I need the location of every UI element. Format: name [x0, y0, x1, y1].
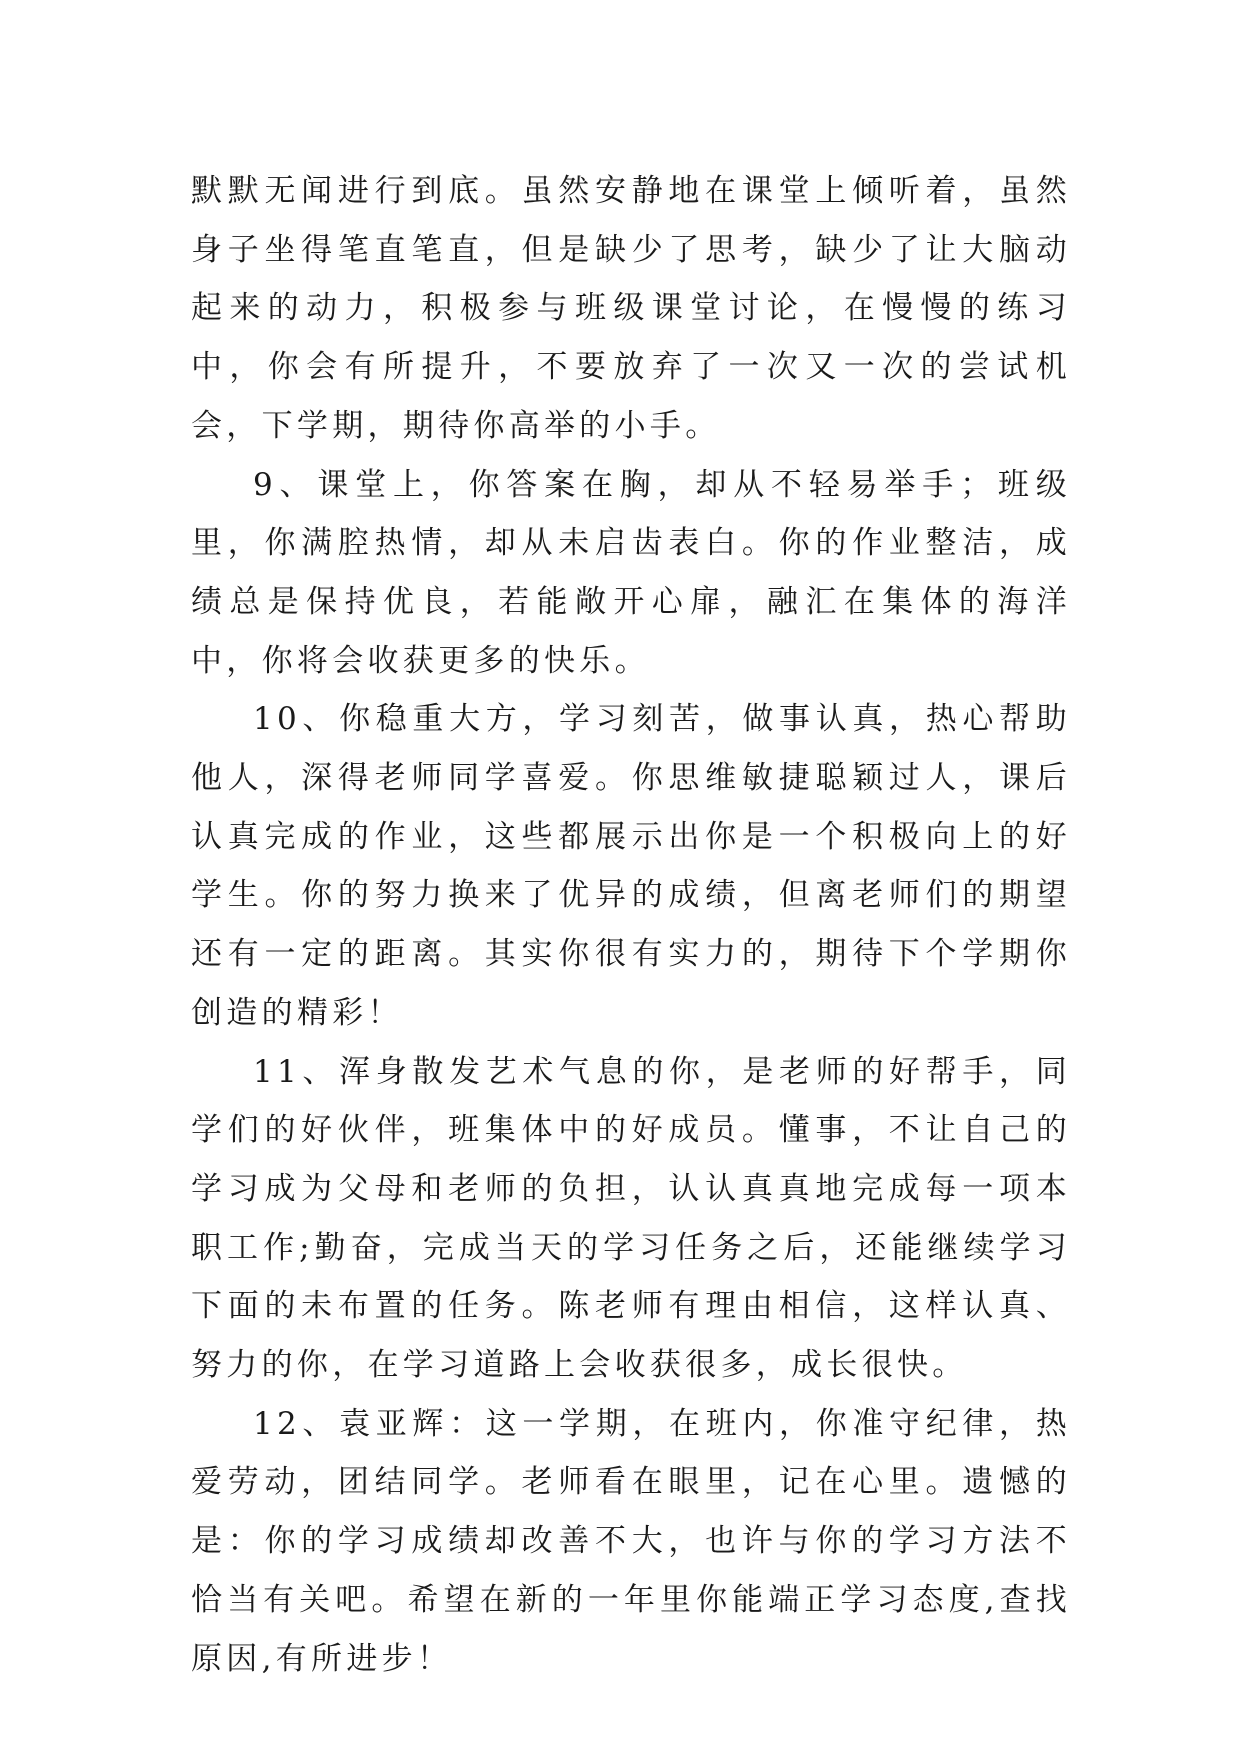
- paragraph-continuation: 默默无闻进行到底。虽然安静地在课堂上倾听着，虽然身子坐得笔直笔直，但是缺少了思考，缺少了让大脑动起来的动力，积极参与班级课堂讨论，在慢慢的练习中，你会有所提升，不要放弃了一次又一次的尝试机会，下学期，期待你高举的小手。: [191, 173, 1071, 444]
- document-body: [191, 162, 1071, 1688]
- paragraph-comment-12: 12、袁亚辉：这一学期，在班内，你准守纪律，热爱劳动，团结同学。老师看在眼里，记在心里。遗憾的是：你的学习成绩却改善不大，也许与你的学习方法不恰当有关吧。希望在新的一年里你能端正学习态度,查找原因,有所进步！: [191, 1405, 1071, 1677]
- paragraph-comment-10: 10、你稳重大方，学习刻苦，做事认真，热心帮助他人，深得老师同学喜爱。你思维敏捷聪颖过人，课后认真完成的作业，这些都展示出你是一个积极向上的好学生。你的努力换来了优异的成绩，但离老师们的期望还有一定的距离。其实你很有实力的，期待下个学期你创造的精彩！: [191, 701, 1071, 1031]
- paragraph-comment-11: 11、浑身散发艺术气息的你，是老师的好帮手，同学们的好伙伴，班集体中的好成员。懂事，不让自己的学习成为父母和老师的负担，认认真真地完成每一项本职工作;勤奋，完成当天的学习任务之后，还能继续学习下面的未布置的任务。陈老师有理由相信，这样认真、努力的你，在学习道路上会收获很多，成长很快。: [191, 1053, 1071, 1384]
- paragraph-comment-9: 9、课堂上，你答案在胸，却从不轻易举手；班级里，你满腔热情，却从未启齿表白。你的作业整洁，成绩总是保持优良，若能敞开心扉，融汇在集体的海洋中，你将会收获更多的快乐。: [191, 466, 1071, 679]
